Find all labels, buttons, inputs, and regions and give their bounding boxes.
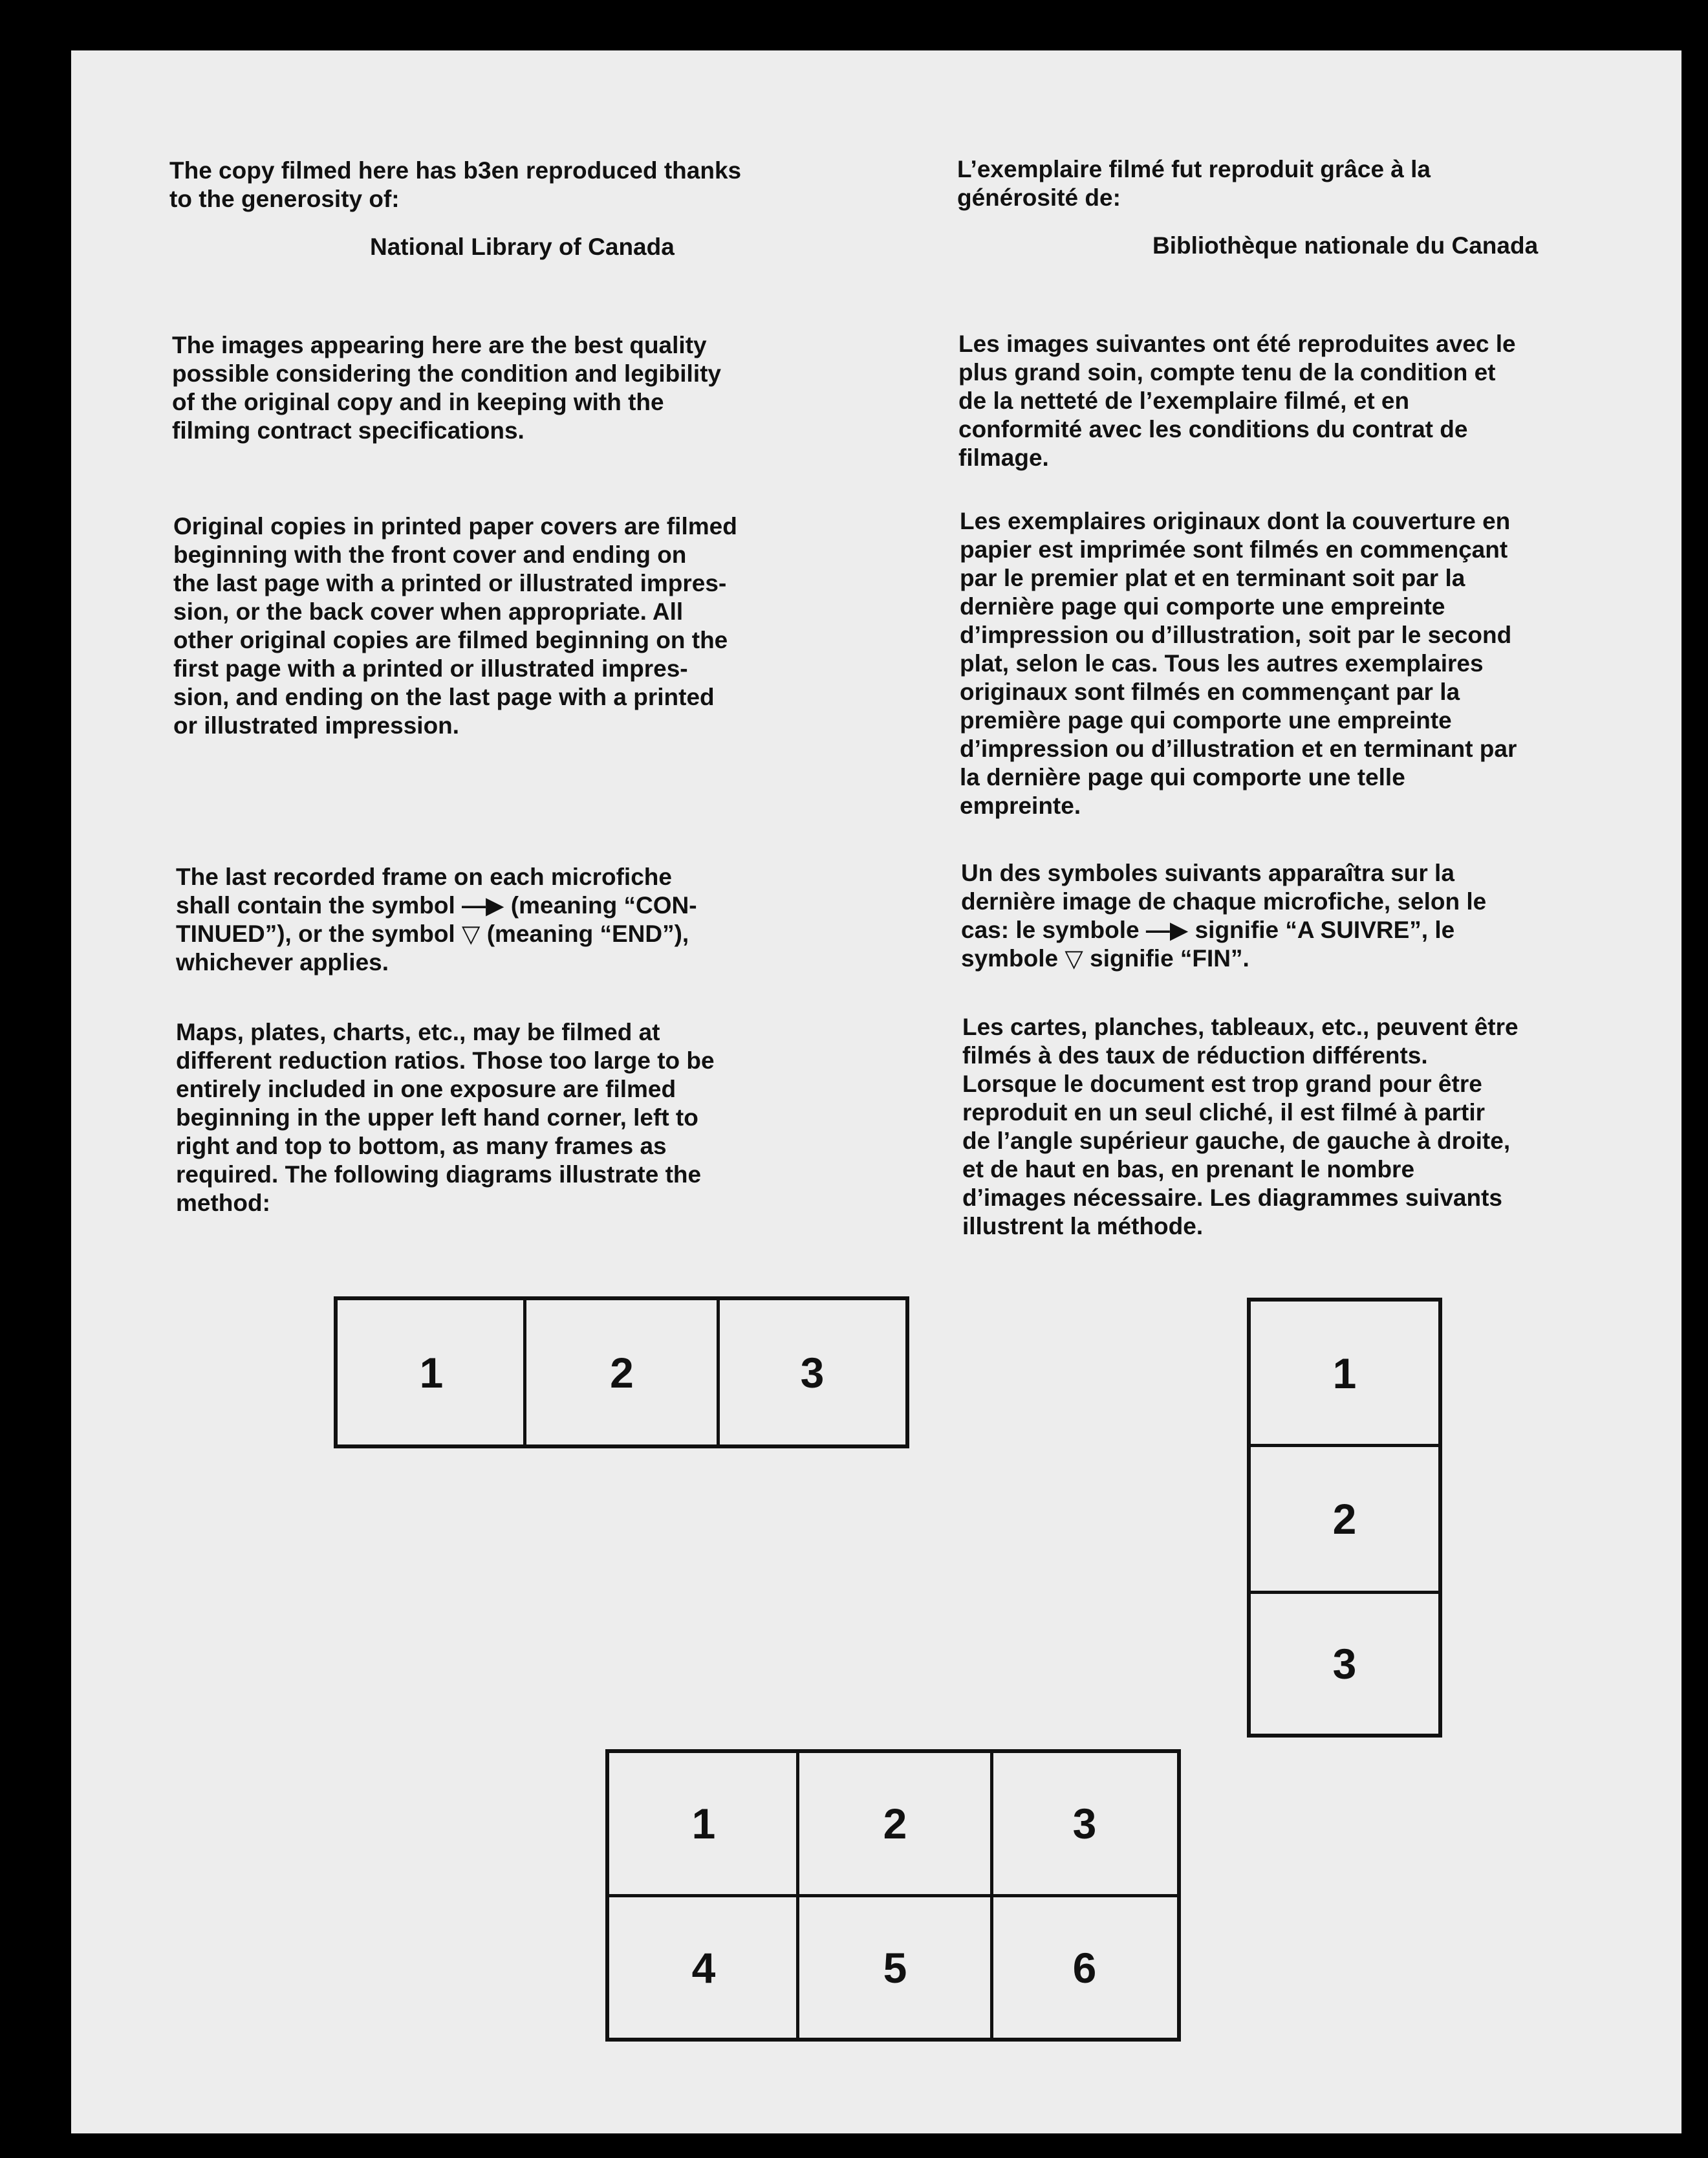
french-maps-paragraph: Les cartes, planches, tableaux, etc., peuvent être filmés à des taux de réduction différents. Lorsque le document est trop grand pour être reproduit en un seul cliché, il est filmé à partir de l’angle supérieur gauche, de gauche à droite, et de haut en bas, en prenant le nombre d’images nécessaire. Les diagrammes suivants illustrent la méthode. <box>962 1014 1519 1239</box>
diagram-horizontal-three-frames <box>334 1296 909 1448</box>
diagram-divider <box>990 1753 993 2038</box>
diagram-vertical-three-frames <box>1247 1298 1442 1738</box>
diagram-horizontal-frame-3: 3 <box>800 1348 825 1397</box>
french-intro: L’exemplaire filmé fut reproduit grâce à la générosité de: <box>957 156 1431 211</box>
english-symbols-paragraph: The last recorded frame on each microfiche shall contain the symbol —▶ (meaning “CON- TINUED”), or the symbol ▽ (meaning “END”), whichever applies. <box>176 864 697 975</box>
english-covers-paragraph: Original copies in printed paper covers are filmed beginning with the front cover and ending on the last page with a printed or illustrated impres- sion, or the back cover when appropriate. All other original copies are filmed beginning on the first page with a printed or illustrated impres- sion, and ending on the last page with a printed or illustrated impression. <box>173 513 737 739</box>
english-intro: The copy filmed here has b3en reproduced thanks to the generosity of: <box>169 157 742 212</box>
diagram-grid-frame-4: 4 <box>691 1943 716 1992</box>
diagram-grid-frame-1: 1 <box>691 1800 716 1847</box>
french-covers-paragraph: Les exemplaires originaux dont la couverture en papier est imprimée sont filmés en commençant par le premier plat et en terminant soit par la dernière page qui comporte une empreinte d’impression ou d’illustration, soit par le second plat, selon le cas. Tous les autres exemplaires originaux sont filmés en commençant par la première page qui comporte une empreinte d’impression ou d’illustration et en terminant par la dernière page qui comporte une telle empreinte. <box>960 508 1517 819</box>
diagram-grid-frame-3: 3 <box>1072 1800 1097 1847</box>
diagram-six-frame-grid <box>605 1749 1181 2042</box>
diagram-divider <box>796 1753 799 2038</box>
french-images-paragraph: Les images suivantes ont été reproduites avec le plus grand soin, compte tenu de la condition et de la netteté de l’exemplaire filmé, et en conformité avec les conditions du contrat de filmage. <box>958 331 1516 471</box>
english-maps-paragraph: Maps, plates, charts, etc., may be filmed at different reduction ratios. Those too large to be entirely included in one exposure are filmed beginning in the upper left hand corner, left to right and top to bottom, as many frames as required. The following diagrams illustrate the method: <box>176 1019 715 1216</box>
diagram-horizontal-frame-1: 1 <box>419 1348 444 1397</box>
french-library: Bibliothèque nationale du Canada <box>1152 232 1539 259</box>
english-library: National Library of Canada <box>370 234 675 260</box>
diagram-vertical-frame-2: 2 <box>1332 1495 1357 1543</box>
diagram-vertical-frame-3: 3 <box>1332 1640 1357 1688</box>
english-images-paragraph: The images appearing here are the best quality possible considering the condition and legibility of the original copy and in keeping with the filming contract specifications. <box>172 332 722 444</box>
diagram-vertical-frame-1: 1 <box>1332 1349 1357 1397</box>
microfiche-target-page <box>71 50 1681 2133</box>
diagram-grid-frame-5: 5 <box>883 1943 907 1992</box>
diagram-grid-frame-2: 2 <box>883 1800 907 1847</box>
french-symbols-paragraph: Un des symboles suivants apparaîtra sur la dernière image de chaque microfiche, selon le cas: le symbole —▶ signifie “A SUIVRE”, le symbole ▽ signifie “FIN”. <box>961 860 1487 972</box>
diagram-horizontal-frame-2: 2 <box>610 1348 634 1397</box>
diagram-grid-frame-6: 6 <box>1072 1943 1097 1992</box>
